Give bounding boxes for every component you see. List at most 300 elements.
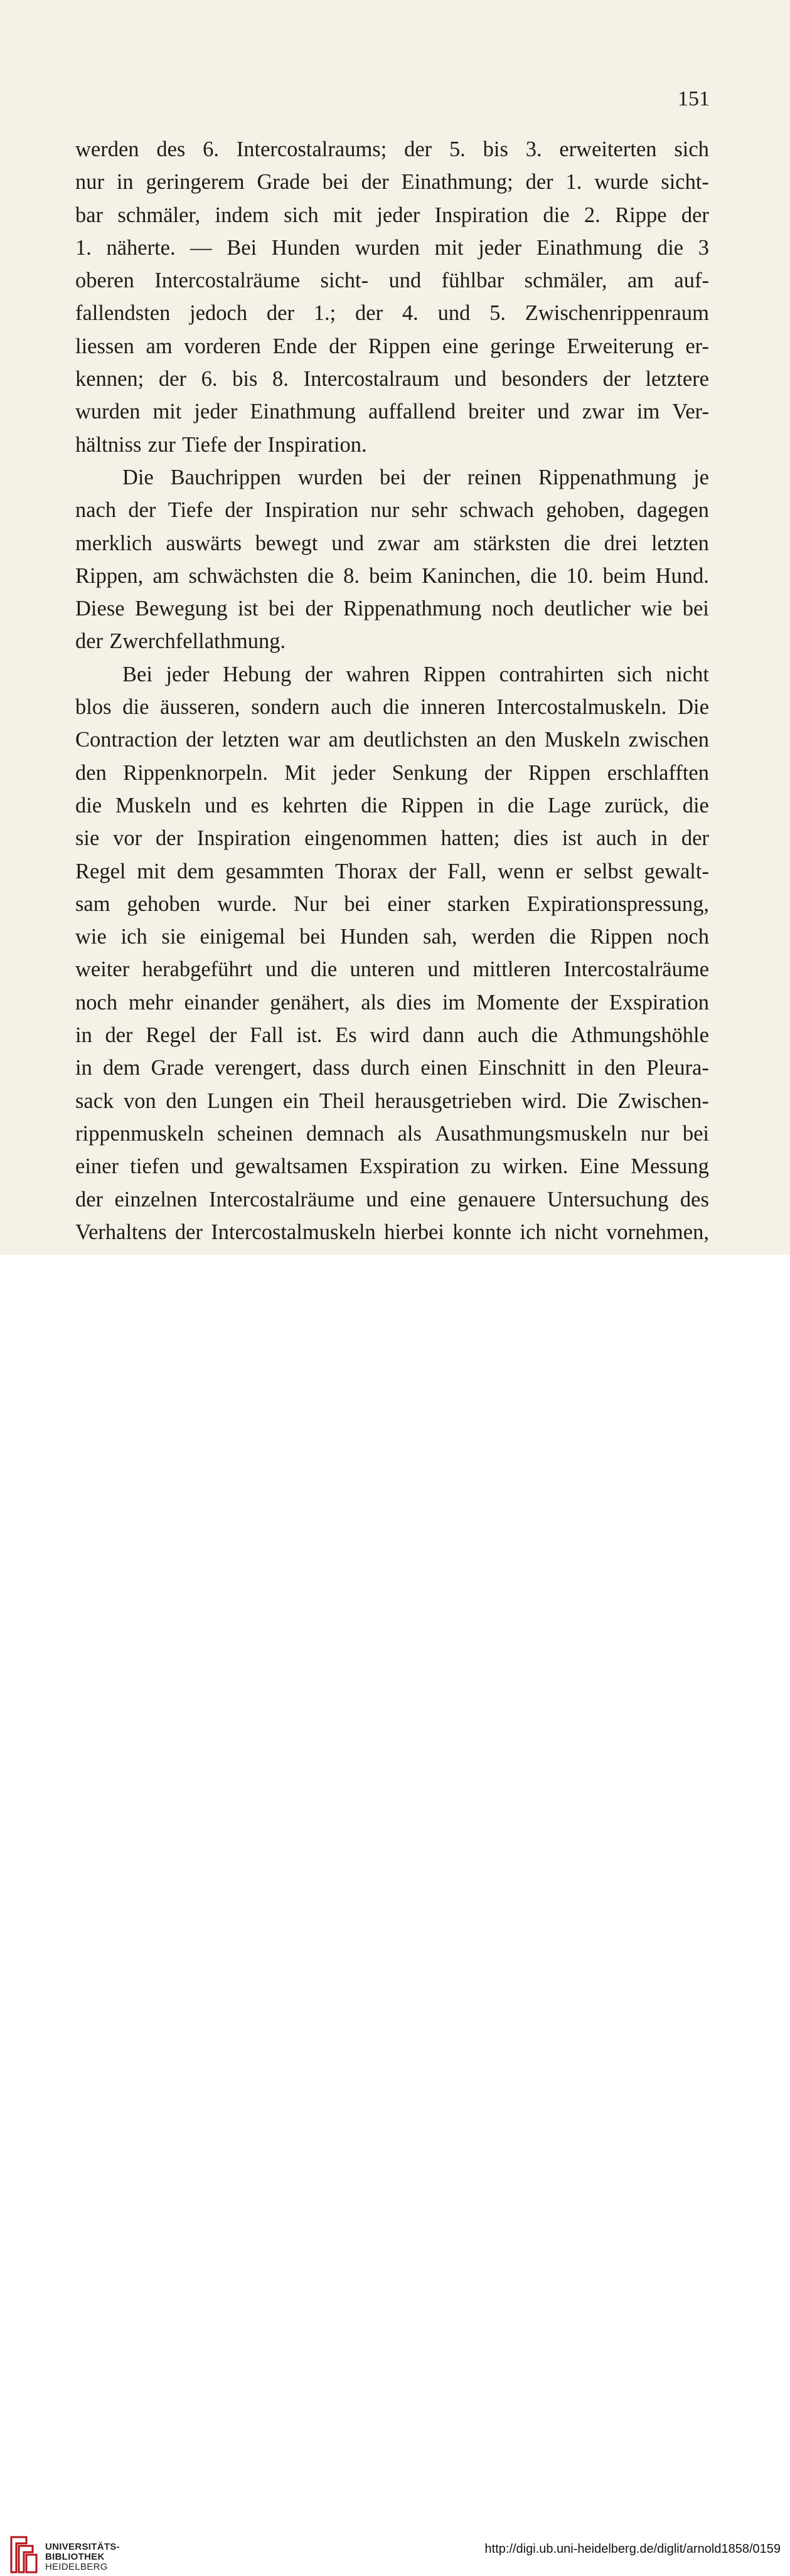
word: gewaltsamen	[235, 1154, 348, 1179]
word: Exspiration	[359, 1154, 459, 1179]
word: Muskeln	[544, 728, 621, 752]
word: von	[123, 1088, 156, 1113]
word: mit	[137, 859, 166, 883]
word: dies	[396, 990, 432, 1014]
word: nur	[75, 170, 104, 194]
word: der	[602, 367, 631, 391]
word: Einschnitt	[478, 1056, 567, 1080]
word: den	[504, 728, 536, 752]
word: Einathmung	[536, 235, 643, 260]
word: deutlicher	[544, 597, 631, 621]
word: Die	[576, 1088, 608, 1113]
word: dann	[422, 1023, 465, 1048]
word: jeder	[194, 400, 238, 424]
word: rippenmuskeln	[75, 1121, 205, 1146]
text-line	[75, 461, 709, 494]
word: dem	[176, 859, 215, 883]
text-line	[75, 133, 709, 166]
word: Ver-	[672, 400, 709, 424]
word: in	[577, 1056, 594, 1080]
word: ist	[562, 826, 583, 851]
word: Rippen,	[75, 563, 144, 588]
word: ich	[120, 925, 147, 949]
word: der	[233, 432, 262, 457]
word: Bauchrippen	[170, 465, 281, 489]
word: vor	[113, 826, 142, 851]
text-line	[75, 330, 709, 363]
word: Messung	[631, 1154, 709, 1179]
text-line	[75, 232, 709, 264]
word: wie	[641, 597, 673, 621]
word: auch	[596, 826, 638, 851]
word: contrahirten	[499, 662, 604, 686]
word: die	[656, 235, 684, 260]
word: inneren	[420, 695, 486, 720]
word: 8.	[272, 367, 289, 391]
text-line	[75, 691, 709, 723]
word: der	[361, 170, 389, 194]
word: 8.	[343, 563, 360, 588]
word: demnach	[306, 1121, 385, 1146]
word: ist	[237, 597, 259, 621]
word: der	[525, 170, 553, 194]
library-line-1: UNIVERSITÄTS-	[45, 2541, 120, 2552]
text-line	[75, 723, 709, 756]
word: letzten	[651, 531, 709, 555]
word: der	[681, 203, 709, 227]
text-line	[75, 1216, 709, 1248]
word: der	[156, 826, 184, 851]
text-line	[75, 1051, 709, 1084]
word: der	[158, 367, 186, 391]
word: Intercostalräume	[563, 957, 709, 982]
word: des	[680, 1187, 709, 1211]
word: Senkung	[392, 760, 468, 785]
word: der	[408, 859, 437, 883]
word: kehrten	[282, 793, 348, 817]
word: am	[433, 531, 460, 555]
word: und	[205, 793, 238, 817]
word: auf-	[674, 269, 709, 293]
word: merklich	[75, 531, 152, 555]
page-number: 151	[678, 87, 710, 110]
word: des	[156, 137, 186, 161]
word: weiter	[75, 957, 130, 982]
word: werden	[75, 137, 139, 161]
word: auch	[477, 1023, 519, 1048]
word: noch	[666, 925, 709, 949]
word: wurden	[75, 400, 141, 424]
word: Zwerchfellathmung.	[109, 629, 286, 654]
word: Fall	[250, 1023, 284, 1048]
word: Rippen	[590, 925, 653, 949]
word: auch	[331, 695, 372, 720]
word: wie	[75, 925, 107, 949]
text-line	[75, 264, 709, 297]
text-line	[75, 363, 709, 395]
word: mit	[333, 203, 362, 227]
text-line	[75, 789, 709, 822]
word: 1.	[565, 170, 582, 194]
word: Bewegung	[134, 597, 228, 621]
word: in	[75, 1056, 92, 1080]
word: Fall,	[447, 859, 487, 883]
word: Hunden	[340, 925, 409, 949]
word: mittleren	[472, 957, 551, 982]
word: ich	[520, 1220, 547, 1244]
text-line	[75, 395, 709, 428]
word: blos	[75, 695, 112, 720]
word: jeder	[478, 235, 522, 260]
word: geringe	[490, 334, 555, 358]
word: Rippen	[528, 760, 591, 785]
word: Grade	[257, 170, 310, 194]
word: bei	[344, 891, 371, 916]
word: reinen	[467, 465, 522, 489]
word: herausgetrieben	[375, 1088, 512, 1113]
word: wurde.	[217, 891, 277, 916]
word: wird.	[521, 1088, 567, 1113]
word: und	[437, 301, 471, 326]
word: stärksten	[473, 531, 550, 555]
word: sich	[284, 203, 319, 227]
word: wirken.	[502, 1154, 568, 1179]
word: jeder	[166, 662, 210, 686]
word: sich	[617, 662, 653, 686]
word: Ende	[272, 334, 318, 358]
word: der	[329, 334, 357, 358]
word: zur	[147, 432, 176, 457]
word: Bei	[227, 235, 257, 260]
word: drei	[604, 531, 638, 555]
word: Rippen	[423, 662, 486, 686]
word: Inspiration.	[267, 432, 367, 457]
word: Intercostalraum	[303, 367, 440, 391]
word: Rippenathmung	[538, 465, 677, 489]
word: Erweiterung	[567, 334, 674, 358]
word: der	[422, 465, 451, 489]
word: Die	[122, 465, 154, 489]
word: 6.	[203, 137, 219, 161]
word: es	[250, 793, 269, 817]
word: wird	[370, 1023, 410, 1048]
word: eine	[410, 1187, 446, 1211]
word: der	[209, 1023, 237, 1048]
word: Rippen	[368, 334, 431, 358]
word: wurde	[594, 170, 649, 194]
word: erschlafften	[607, 760, 709, 785]
word: 6.	[201, 367, 218, 391]
word: mehr	[128, 990, 173, 1014]
word: am	[152, 563, 179, 588]
word: bar	[75, 203, 104, 227]
word: zu	[471, 1154, 491, 1179]
word: bei	[299, 925, 326, 949]
word: 4.	[402, 301, 419, 326]
word: Intercostalraums;	[236, 137, 387, 161]
word: und	[331, 531, 364, 555]
word: näherte.	[106, 235, 176, 260]
word: Eine	[579, 1154, 619, 1179]
word: mit	[152, 400, 182, 424]
word: konnte	[452, 1220, 512, 1244]
word: wurden	[355, 235, 420, 260]
word: 3	[698, 235, 709, 260]
word: den	[166, 1088, 198, 1113]
word: hältniss	[75, 432, 142, 457]
word: 5.	[489, 301, 506, 326]
word: und	[265, 957, 298, 982]
word: genähert,	[270, 990, 350, 1014]
word: Muskeln	[115, 793, 191, 817]
word: Lungen	[206, 1088, 274, 1113]
word: jeder	[376, 203, 420, 227]
text-line	[75, 986, 709, 1019]
word: der	[266, 301, 294, 326]
text-line	[75, 1085, 709, 1117]
word: 5.	[449, 137, 466, 161]
word: die	[549, 925, 576, 949]
word: gehoben,	[546, 498, 625, 523]
word: liessen	[75, 334, 134, 358]
word: zwischen	[628, 728, 709, 752]
word: selbst	[584, 859, 633, 883]
word: breiter	[468, 400, 525, 424]
word: tiefen	[130, 1154, 179, 1179]
word: der	[128, 498, 156, 523]
word: die	[508, 793, 535, 817]
word: hierbei	[384, 1220, 444, 1244]
scanned-page	[0, 0, 790, 1255]
word: je	[693, 465, 709, 489]
word: Mit	[284, 760, 316, 785]
word: nicht	[554, 1220, 598, 1244]
word: die	[682, 793, 709, 817]
word: Intercostalräume	[208, 1187, 355, 1211]
word: Intercostalmuskeln.	[496, 695, 667, 720]
word: in	[116, 170, 134, 194]
word: noch	[75, 990, 118, 1014]
word: Ausathmungsmuskeln	[434, 1121, 627, 1146]
word: bei	[682, 597, 709, 621]
word: nur	[640, 1121, 670, 1146]
word: einzelnen	[114, 1187, 198, 1211]
word: der	[484, 760, 512, 785]
word: und	[388, 269, 422, 293]
word: beim	[602, 563, 646, 588]
word: ein	[282, 1088, 310, 1113]
word: 1.	[75, 235, 92, 260]
word: in	[75, 1023, 92, 1048]
digital-library-url[interactable]: http://digi.ub.uni-heidelberg.de/diglit/arnold1858/0159	[484, 2542, 781, 2556]
word: Hund.	[655, 563, 709, 588]
word: der	[304, 662, 333, 686]
word: sicht-	[661, 170, 709, 194]
library-name	[45, 2542, 120, 2572]
footer-bar	[0, 1255, 790, 2572]
word: bis	[232, 367, 258, 391]
word: 2.	[584, 203, 601, 227]
word: in	[477, 793, 494, 817]
word: erweiterten	[559, 137, 657, 161]
word: Bei	[122, 662, 152, 686]
word: dagegen	[636, 498, 709, 523]
word: Tiefe	[168, 498, 213, 523]
text-line	[75, 1019, 709, 1051]
word: der	[186, 728, 214, 752]
word: Momente	[476, 990, 560, 1014]
word: der	[174, 1220, 203, 1244]
word: der	[225, 498, 253, 523]
word: am	[328, 728, 355, 752]
word: Nur	[293, 891, 328, 916]
word: schmäler,	[117, 203, 201, 227]
word: letztere	[645, 367, 709, 391]
word: eine	[442, 334, 479, 358]
word: die	[383, 695, 410, 720]
word: auswärts	[166, 531, 242, 555]
word: Intercostalräume	[154, 269, 301, 293]
text-line	[75, 199, 709, 232]
text-line	[75, 592, 709, 625]
word: die	[75, 793, 102, 817]
text-line	[75, 428, 709, 461]
word: Regel	[146, 1023, 196, 1048]
word: sie	[75, 826, 100, 851]
word: bewegt	[255, 531, 318, 555]
word: oberen	[75, 269, 134, 293]
word: eingenommen	[304, 826, 427, 851]
word: genauere	[457, 1187, 536, 1211]
word: Rippenknorpeln.	[123, 760, 268, 785]
word: und	[366, 1187, 398, 1211]
word: sondern	[251, 695, 320, 720]
word: der	[305, 597, 333, 621]
word: scheinen	[217, 1121, 293, 1146]
word: Rippen	[401, 793, 464, 817]
word: noch	[491, 597, 534, 621]
word: sicht-	[320, 269, 369, 293]
text-line	[75, 297, 709, 329]
ub-heidelberg-logo-icon[interactable]	[8, 2535, 38, 2576]
word: Die	[678, 695, 709, 720]
word: Verhaltens	[75, 1220, 167, 1244]
word: Regel	[75, 859, 126, 883]
word: deutlichsten	[363, 728, 468, 752]
word: zurück,	[604, 793, 670, 817]
word: die	[122, 695, 149, 720]
word: Contraction	[75, 728, 178, 752]
word: Rippenathmung	[343, 597, 482, 621]
word: und	[537, 400, 570, 424]
word: ist.	[296, 1023, 323, 1048]
word: einander	[184, 990, 259, 1014]
word: den	[604, 1056, 636, 1080]
body-text	[75, 133, 709, 1248]
word: und	[427, 957, 461, 982]
word: Zwischen-	[617, 1088, 709, 1113]
word: bei	[380, 465, 407, 489]
word: unteren	[350, 957, 415, 982]
word: besonders	[501, 367, 589, 391]
word: zwar	[582, 400, 624, 424]
word: Inspiration	[264, 498, 359, 523]
word: wahren	[346, 662, 410, 686]
text-line	[75, 658, 709, 691]
word: 3.	[525, 137, 542, 161]
word: dass	[312, 1056, 350, 1080]
word: sah,	[423, 925, 457, 949]
word: gesammten	[225, 859, 324, 883]
word: im	[636, 400, 660, 424]
word: dem	[103, 1056, 141, 1080]
word: der	[681, 826, 709, 851]
word: Expirationspressung,	[526, 891, 709, 916]
word: Untersuchung	[547, 1187, 669, 1211]
word: Hebung	[222, 662, 292, 686]
word: nur	[370, 498, 400, 523]
word: Einathmung	[250, 400, 356, 424]
word: der	[75, 629, 104, 654]
word: sehr	[411, 498, 448, 523]
word: einigemal	[200, 925, 286, 949]
word: die	[361, 793, 388, 817]
text-line	[75, 1117, 709, 1150]
word: die	[311, 957, 338, 982]
text-line	[75, 757, 709, 789]
word: letzten	[222, 728, 280, 752]
word: durch	[360, 1056, 410, 1080]
word: Es	[335, 1023, 357, 1048]
word: Kaninchen,	[422, 563, 521, 588]
word: gewalt-	[644, 859, 709, 883]
word: Theil	[319, 1088, 365, 1113]
word: der	[355, 301, 383, 326]
word: sack	[75, 1088, 114, 1113]
word: zwar	[377, 531, 420, 555]
word: dies	[513, 826, 548, 851]
word: war	[287, 728, 321, 752]
word: am	[146, 334, 173, 358]
word: jedoch	[189, 301, 248, 326]
word: bei	[268, 597, 296, 621]
word: 1.;	[313, 301, 336, 326]
word: bei	[682, 1121, 709, 1146]
word: der	[105, 1023, 133, 1048]
word: äusseren,	[160, 695, 240, 720]
word: Lage	[547, 793, 591, 817]
word: einer	[387, 891, 431, 916]
word: fallendsten	[75, 301, 171, 326]
word: in	[651, 826, 668, 851]
word: als	[361, 990, 385, 1014]
word: Grade	[151, 1056, 204, 1080]
text-line	[75, 527, 709, 560]
word: fühlbar	[441, 269, 504, 293]
word: beim	[369, 563, 413, 588]
text-line	[75, 166, 709, 198]
word: —	[190, 235, 212, 260]
word: nicht	[666, 662, 709, 686]
word: einer	[75, 1154, 119, 1179]
word: Einathmung;	[401, 170, 513, 194]
word: verengert,	[215, 1056, 302, 1080]
word: die	[531, 1023, 558, 1048]
word: die	[543, 203, 570, 227]
text-line	[75, 1150, 709, 1183]
word: die	[563, 531, 590, 555]
word: einen	[420, 1056, 468, 1080]
